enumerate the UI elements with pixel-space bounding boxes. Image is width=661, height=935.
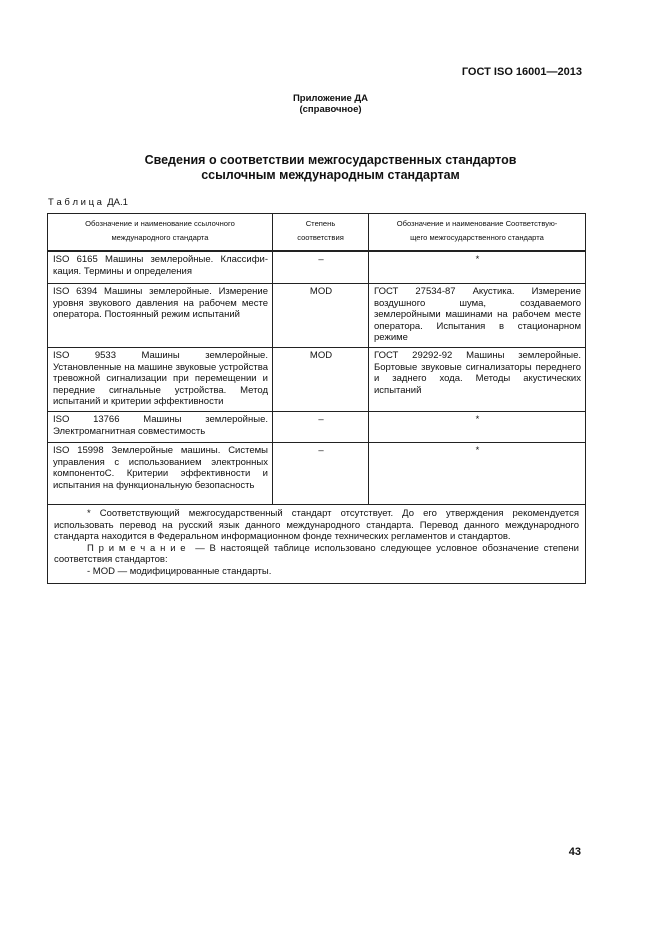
footnote-text: * Соответствующий межгосударственный стандарт отсутствует. До его утверждения рекомендуется использовать перевод на русский язык данного международного стандарта. Перевод данного международного стандарта находится в Федеральном информационном фонде технических регламентов и стандартов. xyxy=(54,507,579,543)
cell-degree: – xyxy=(273,251,369,284)
document-code: ГОСТ ISO 16001—2013 xyxy=(461,66,582,78)
header-col1-line1: Обозначение и наименование ссылочного xyxy=(85,219,235,228)
page-number: 43 xyxy=(568,846,581,858)
page-title xyxy=(0,153,661,183)
cell-reference: ISO 9533 Машины землеройные. Установленные на машине звуковые устройства тревожной сигнализации при перемещении и передние сигнальные устройства. Метод испытаний и критерии эффективности xyxy=(48,347,273,411)
appendix-subtitle: (справочное) xyxy=(299,104,362,115)
table-label: Т а б л и ц а ДА.1 xyxy=(48,197,128,208)
header-col1-line2: международного стандарта xyxy=(111,233,209,242)
table-row xyxy=(48,442,586,504)
cell-degree: MOD xyxy=(273,347,369,411)
page-title-line2: ссылочным международным стандартам xyxy=(201,168,460,182)
header-degree xyxy=(273,214,369,252)
appendix-heading xyxy=(0,93,661,115)
header-col3-line2: щего межгосударственного стандарта xyxy=(410,233,544,242)
page-title-line1: Сведения о соответствии межгосударственных стандартов xyxy=(144,153,517,167)
table-row xyxy=(48,251,586,284)
table-row xyxy=(48,284,586,348)
note-item: - MOD — модифицированные стандарты. xyxy=(87,565,272,577)
header-reference-standard xyxy=(48,214,273,252)
appendix-title: Приложение ДА xyxy=(292,93,369,104)
cell-reference: ISO 6165 Машины землеройные. Классифи-кация. Термины и определения xyxy=(48,251,273,284)
correspondence-table xyxy=(47,213,586,584)
cell-degree: – xyxy=(273,411,369,442)
table-header-row xyxy=(48,214,586,252)
cell-gost: ГОСТ 27534-87 Акустика. Измерение воздушного шума, создаваемого землеройными машинами на рабочем месте оператора. Испытания в стационарном режиме xyxy=(369,284,586,348)
header-col2-line1: Степень xyxy=(305,219,336,228)
cell-gost: * xyxy=(369,251,586,284)
cell-gost: ГОСТ 29292-92 Машины землеройные. Бортовые звуковые сигнализаторы переднего и заднего хода. Методы акустических испытаний xyxy=(369,347,586,411)
cell-reference: ISO 15998 Землеройные машины. Системы управления с использованием электронных компонентоС. Критерии эффективности и испытания на функциональную безопасность xyxy=(48,442,273,504)
header-col3-line1: Обозначение и наименование Соответствую- xyxy=(396,219,558,228)
cell-gost: * xyxy=(369,442,586,504)
table-footnote-row xyxy=(48,504,586,583)
cell-reference: ISO 13766 Машины землеройные. Электромагнитная совместимость xyxy=(48,411,273,442)
table-footnote-cell xyxy=(48,504,586,583)
header-col2-line2: соответствия xyxy=(297,233,344,242)
cell-degree: MOD xyxy=(273,284,369,348)
cell-reference: ISO 6394 Машины землеройные. Измерение уровня звукового давления на рабочем месте оператора. Постоянный режим испытаний xyxy=(48,284,273,348)
table-row xyxy=(48,347,586,411)
note-text: П р и м е ч а н и е — В настоящей таблице использовано следующее условное обозначение степени соответствия стандартов: xyxy=(54,542,582,566)
cell-degree: – xyxy=(273,442,369,504)
header-interstate-standard xyxy=(369,214,586,252)
table-row xyxy=(48,411,586,442)
cell-gost: * xyxy=(369,411,586,442)
